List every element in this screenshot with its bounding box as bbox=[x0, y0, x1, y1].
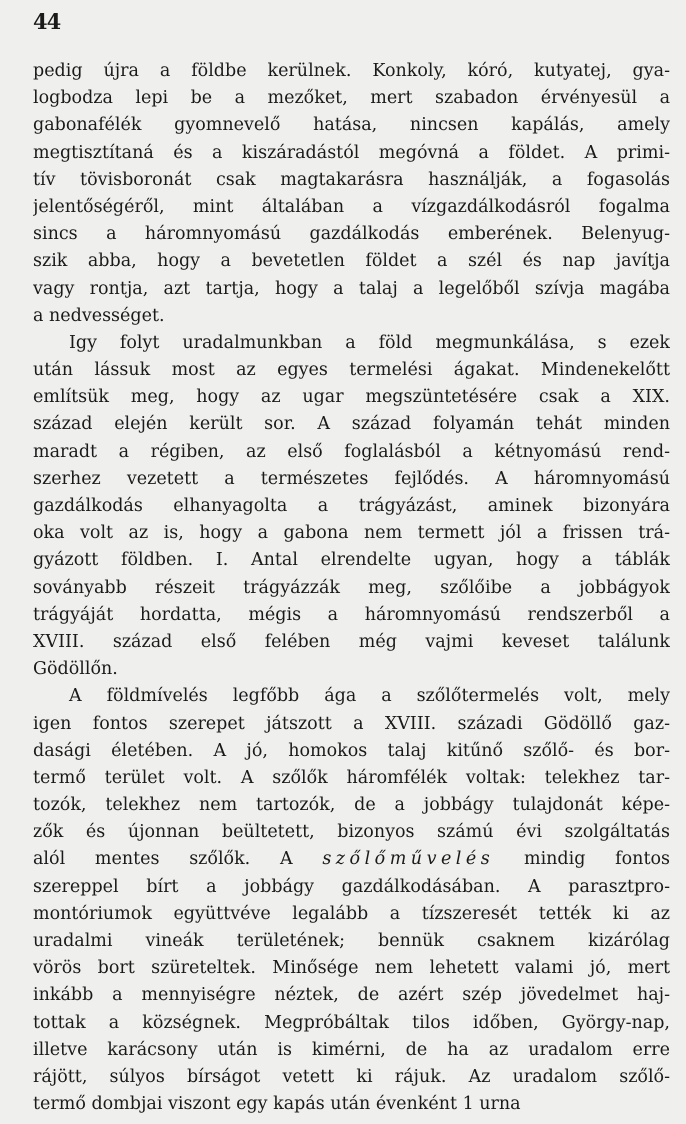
text-line: szik abba, hogy a bevetetlen földet a szél és nap javítja bbox=[33, 251, 670, 272]
text-line: zők és újonnan beültetett, bizonyos számú évi szolgáltatás bbox=[33, 822, 670, 843]
text-line: igen fontos szerepet játszott a XVIII. századi Gödöllő gaz- bbox=[33, 713, 670, 734]
text-line: század elején került sor. A század folyamán tehát minden bbox=[33, 414, 670, 435]
text-line: Gödöllőn. bbox=[33, 659, 118, 680]
text-line: gabonafélék gyomnevelő hatása, nincsen kapálás, amely bbox=[33, 115, 670, 136]
text-line: megtisztítaná és a kiszáradástól megóvná a földet. A primi- bbox=[33, 142, 670, 163]
text-line: uradalmi vineák területének; bennük csaknem kizárólag bbox=[33, 931, 670, 951]
text-line: XVIII. század első felében még vajmi keveset találunk bbox=[33, 631, 670, 652]
text-line: jelentőségéről, mint általában a vízgazdálkodásról fogalma bbox=[33, 196, 670, 217]
text-line: gyázott földben. I. Antal elrendelte ugyan, hogy a táblák bbox=[33, 550, 670, 571]
text-line: oka volt az is, hogy a gabona nem termett jól a frissen trá- bbox=[33, 523, 670, 544]
text-line: alól mentes szőlők. A szőlőművelés mindig fontos bbox=[33, 849, 670, 870]
paragraph bbox=[33, 330, 670, 683]
text-line: szereppel bírt a jobbágy gazdálkodásában. A parasztpro- bbox=[33, 876, 670, 897]
text-line: pedig újra a földbe kerülnek. Konkoly, kóró, kutyatej, gya- bbox=[33, 61, 670, 81]
paragraph bbox=[33, 58, 670, 330]
paragraph bbox=[33, 683, 670, 1118]
text-line: említsük meg, hogy az ugar megszüntetésére csak a XIX. bbox=[33, 387, 670, 408]
text-line: tottak a községnek. Megpróbáltak tilos időben, György-nap, bbox=[33, 1012, 670, 1033]
text-line: termő terület volt. A szőlők háromfélék voltak: telekhez tar- bbox=[33, 767, 670, 788]
text-line: vagy rontja, azt tartja, hogy a talaj a legelőből szívja magába bbox=[33, 278, 670, 299]
text-line: Igy folyt uradalmunkban a föld megmunkálása, s ezek bbox=[69, 332, 670, 353]
page-number: 44 bbox=[33, 9, 61, 34]
text-line: maradt a régiben, az első foglalásból a kétnyomású rend- bbox=[33, 441, 670, 462]
text-line: montóriumok együttvéve legalább a tízszeresét tették ki az bbox=[33, 903, 670, 924]
text-line: rájött, súlyos bírságot vetett ki rájuk. Az uradalom szőlő- bbox=[33, 1066, 670, 1087]
text-line: tív tövisboronát csak magtakarásra használják, a fogasolás bbox=[33, 169, 670, 190]
text-line: dasági életében. A jó, homokos talaj kitűnő szőlő- és bor- bbox=[33, 740, 670, 761]
text-line: sincs a háromnyomású gazdálkodás emberének. Belenyug- bbox=[33, 224, 670, 245]
text-line: szerhez vezetett a természetes fejlődés. A háromnyomású bbox=[33, 468, 670, 489]
text-line: soványabb részeit trágyázzák meg, szőlőibe a jobbágyok bbox=[33, 577, 670, 598]
text-line: logbodza lepi be a mezőket, mert szabadon érvényesül a bbox=[33, 88, 670, 109]
text-line: illetve karácsony után is kimérni, de ha az uradalom erre bbox=[33, 1039, 670, 1060]
text-line: inkább a mennyiségre néztek, de azért szép jövedelmet haj- bbox=[33, 985, 670, 1006]
text-line: gazdálkodás elhanyagolta a trágyázást, aminek bizonyára bbox=[33, 496, 670, 516]
body-text bbox=[33, 58, 670, 1118]
text-line: vörös bort szüreteltek. Minősége nem lehetett valami jó, mert bbox=[33, 958, 670, 979]
text-line: után lássuk most az egyes termelési ágakat. Mindenekelőtt bbox=[33, 360, 670, 381]
text-line: a nedvességet. bbox=[33, 305, 165, 326]
text-line: tozók, telekhez nem tartozók, de a jobbágy tulajdonát képe- bbox=[33, 795, 670, 816]
text-line: termő dombjai viszont egy kapás után évenként 1 urna bbox=[33, 1094, 521, 1115]
text-line: A földmívelés legfőbb ága a szőlőtermelés volt, mely bbox=[69, 686, 670, 707]
text-line: trágyáját hordatta, mégis a háromnyomású rendszerből a bbox=[33, 604, 670, 625]
